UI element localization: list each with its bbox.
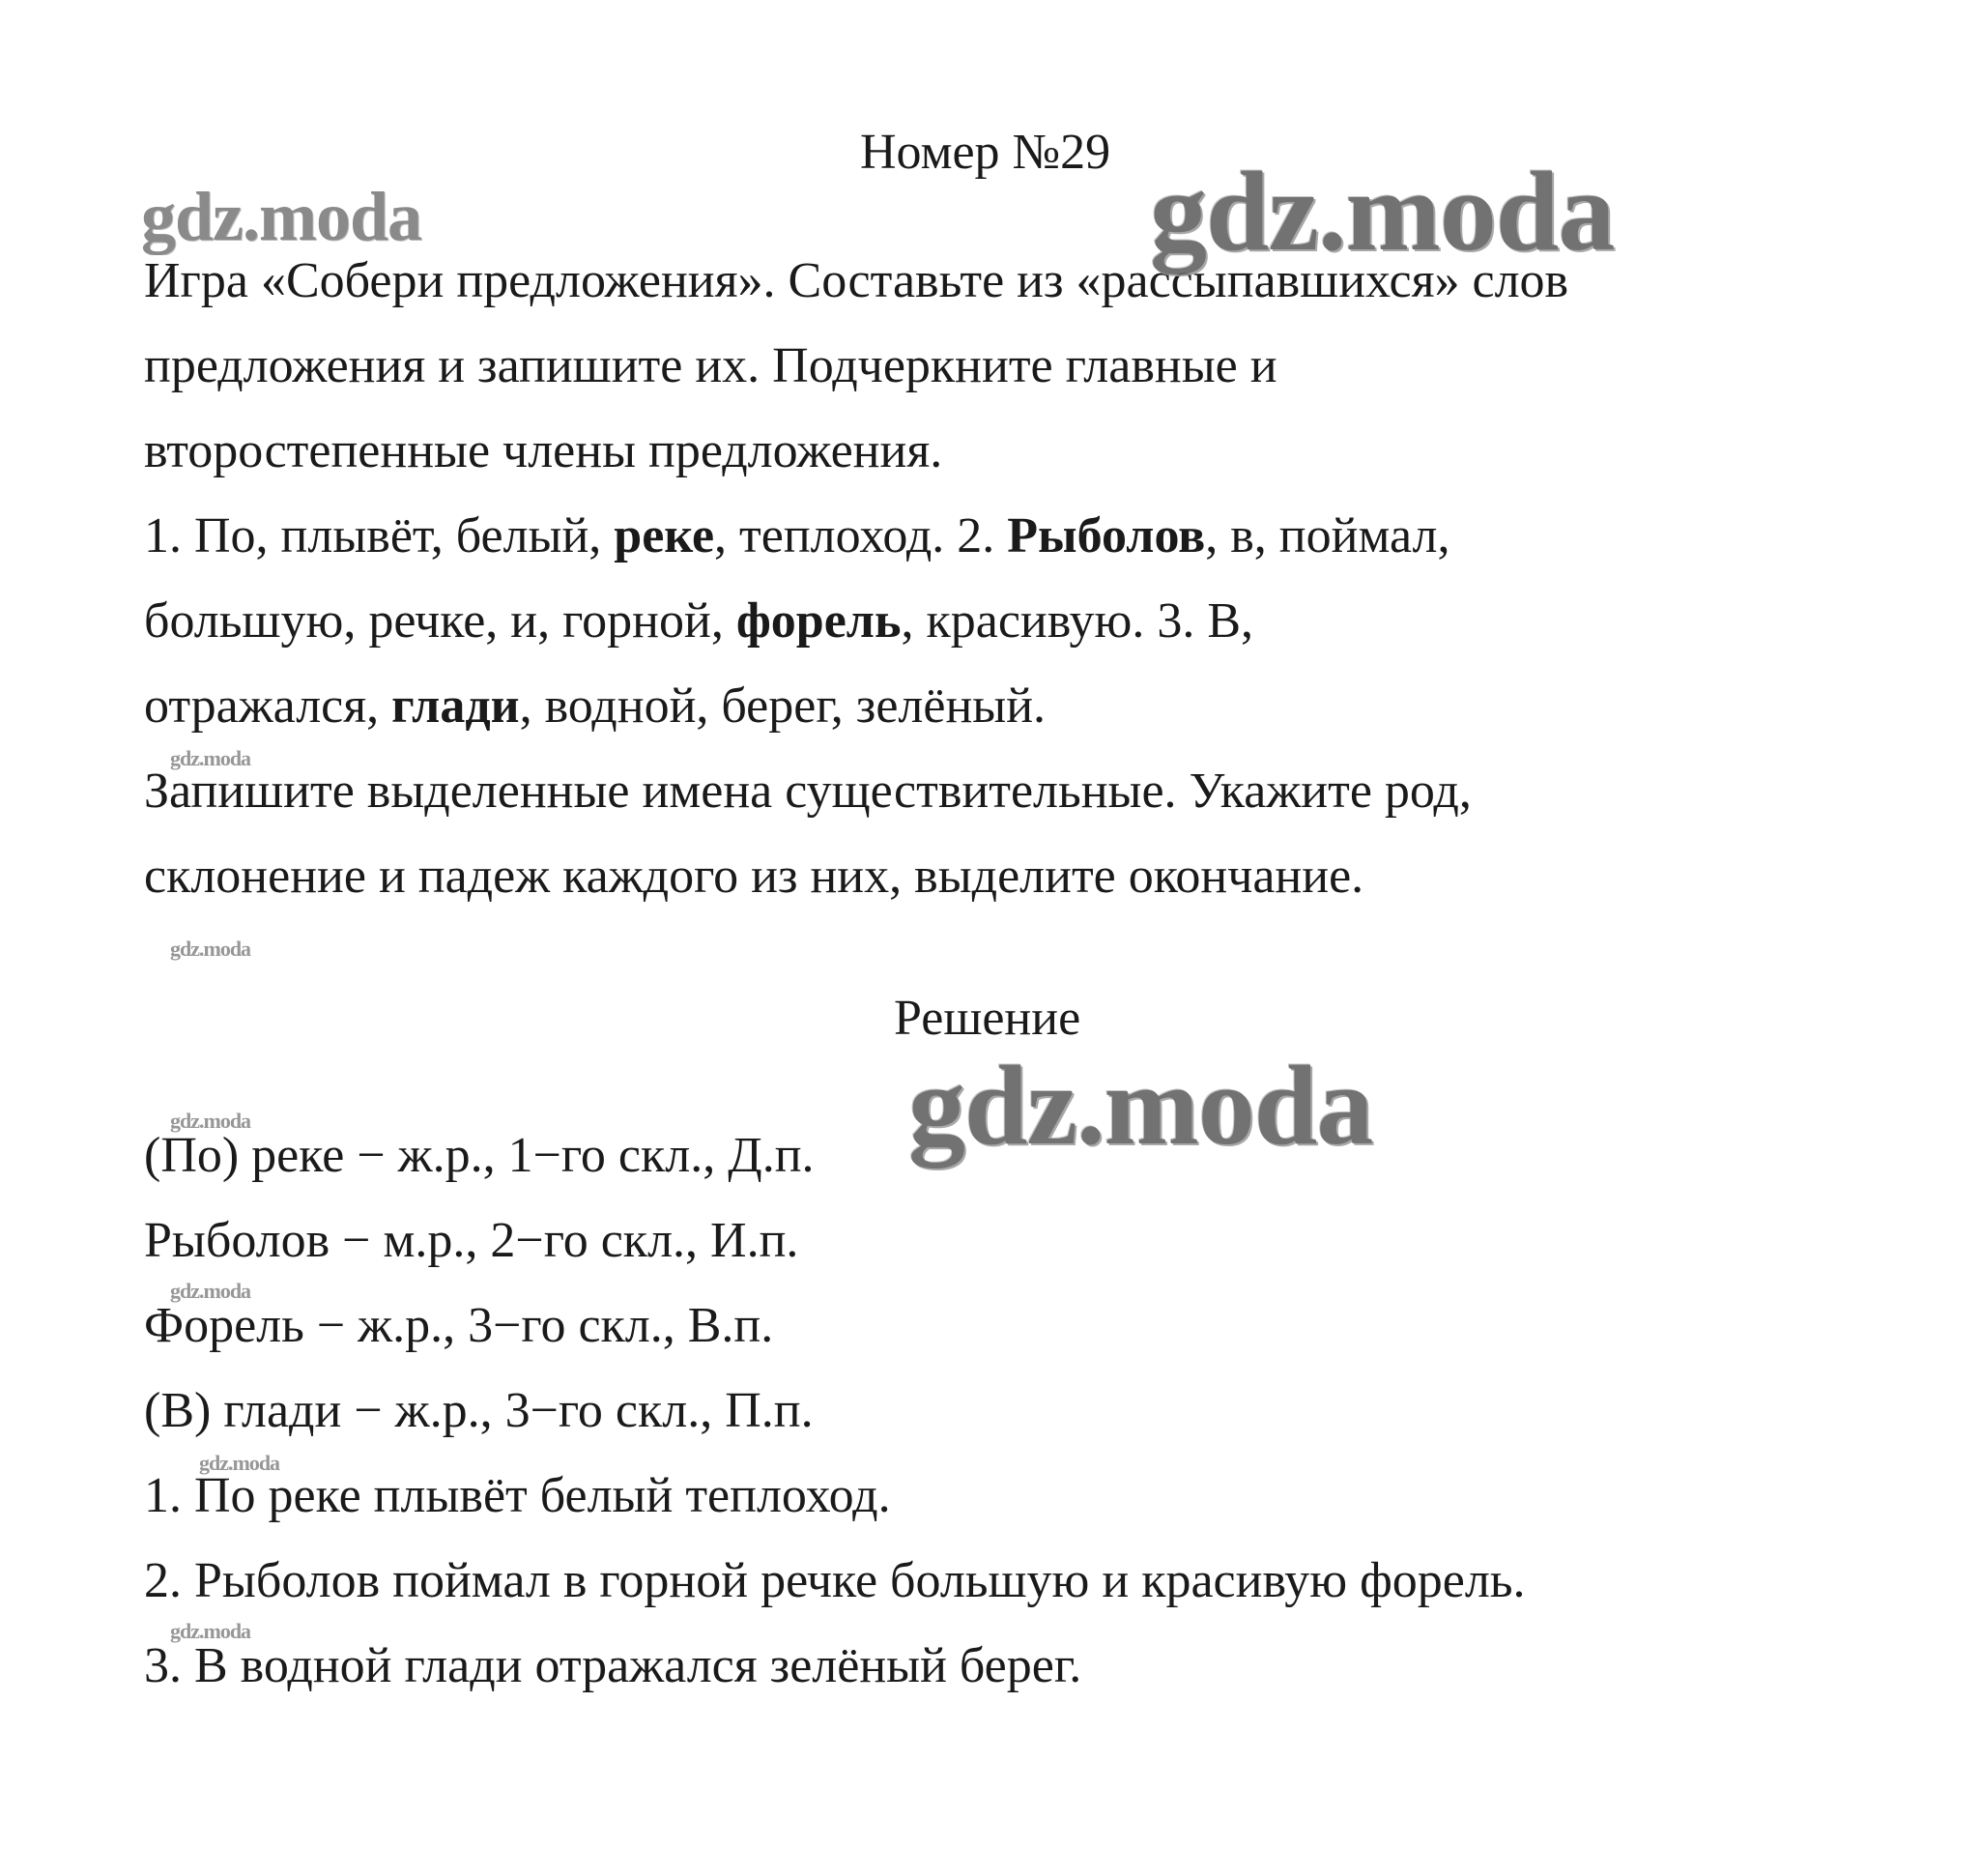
task-line-4: 1. По, плывёт, белый, реке, теплоход. 2. Рыболов, в, поймал,	[144, 508, 1450, 563]
watermark-small-5: gdz.moda	[199, 1451, 280, 1475]
solution-line-2: Рыболов − м.р., 2−го скл., И.п.	[144, 1213, 799, 1268]
solution-line-4: (В) глади − ж.р., 3−го скл., П.п.	[144, 1383, 814, 1438]
task-line-3: второстепенные члены предложения.	[144, 423, 943, 478]
watermark-small-3: gdz.moda	[170, 1109, 251, 1133]
bold-word-reke: реке	[614, 508, 715, 563]
task-line-8: склонение и падеж каждого из них, выделите окончание.	[144, 849, 1364, 904]
solution-line-1: (По) реке − ж.р., 1−го скл., Д.п.	[144, 1128, 815, 1183]
task-line-6: отражался, глади, водной, берег, зелёный.	[144, 678, 1047, 734]
task-line-2: предложения и запишите их. Подчеркните главные и	[144, 338, 1277, 393]
page-title: Номер №29	[860, 125, 1111, 180]
task-line-1: Игра «Собери предложения». Составьте из «рассыпавшихся» слов	[144, 253, 1569, 308]
bold-word-rybolov: Рыболов	[1007, 508, 1206, 563]
solution-line-7: 3. В водной глади отражался зелёный берег.	[144, 1638, 1082, 1693]
task-line-7: Запишите выделенные имена существительные. Укажите род,	[144, 764, 1472, 819]
solution-line-6: 2. Рыболов поймал в горной речке большую и красивую форель.	[144, 1553, 1526, 1608]
watermark-small-6: gdz.moda	[170, 1619, 251, 1643]
watermark-medium-top: gdz.moda	[141, 178, 422, 255]
watermark-large-top: gdz.moda	[1150, 148, 1615, 274]
bold-word-gladi: глади	[391, 678, 520, 734]
bold-word-forel: форель	[735, 593, 902, 649]
solution-line-5: 1. По реке плывёт белый теплоход.	[144, 1468, 891, 1523]
solution-heading: Решение	[894, 991, 1081, 1046]
solution-line-3: Форель − ж.р., 3−го скл., В.п.	[144, 1298, 774, 1353]
watermark-large-middle: gdz.moda	[908, 1042, 1373, 1169]
task-line-5: большую, речке, и, горной, форель, красивую. 3. В,	[144, 593, 1254, 649]
watermark-small-4: gdz.moda	[170, 1279, 251, 1303]
watermark-small-1: gdz.moda	[170, 746, 251, 770]
watermark-small-2: gdz.moda	[170, 937, 251, 961]
